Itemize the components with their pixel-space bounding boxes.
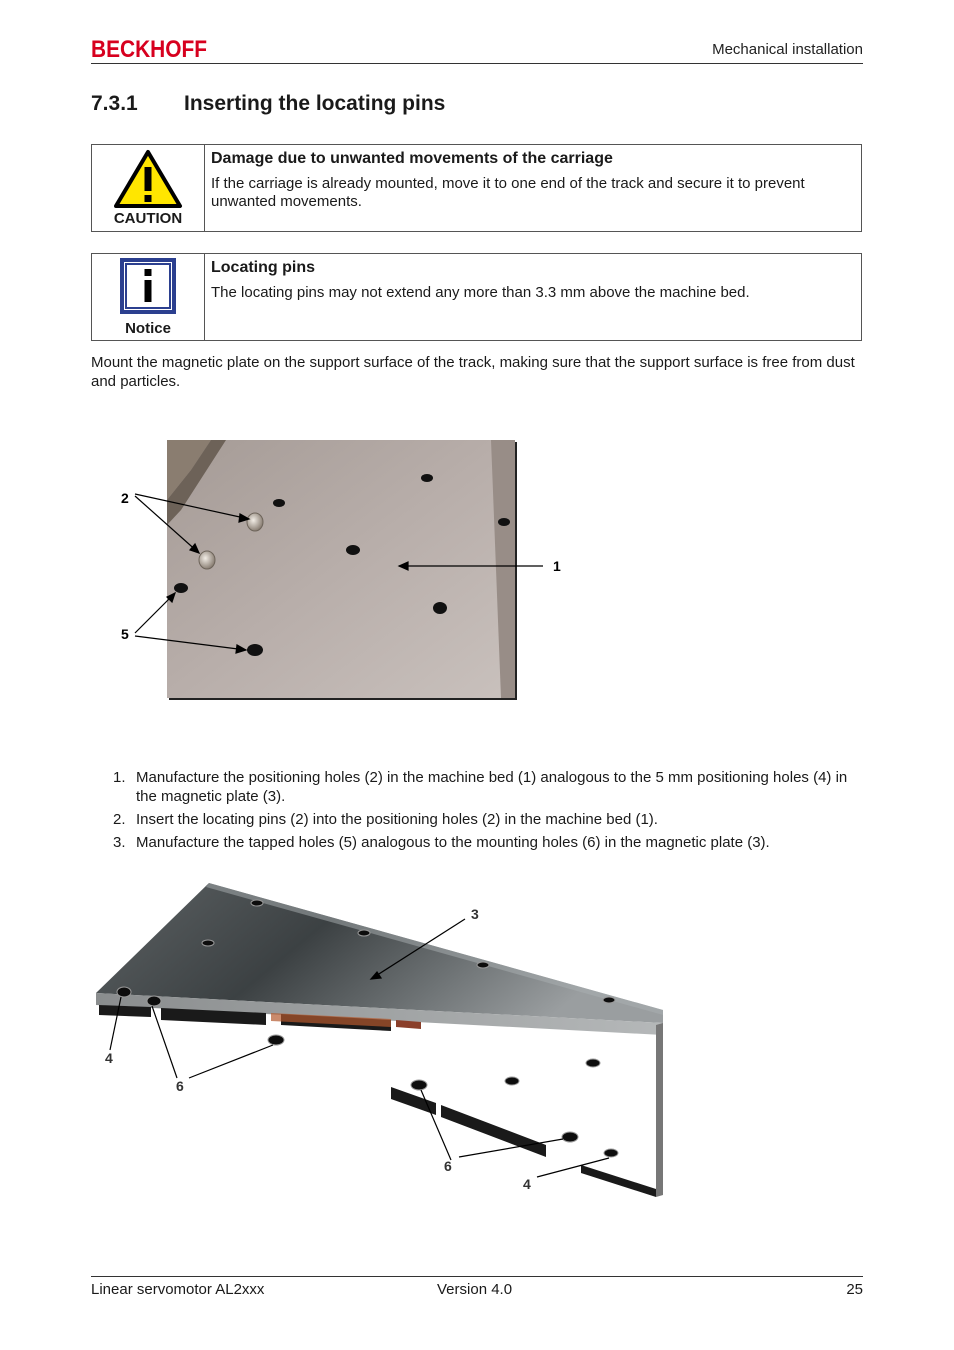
hole xyxy=(268,1035,284,1045)
footer-document-title: Linear servomotor AL2xxx xyxy=(91,1281,265,1298)
footer-version: Version 4.0 xyxy=(437,1281,513,1298)
hole xyxy=(346,545,360,555)
hole xyxy=(147,996,161,1006)
hole xyxy=(117,987,131,997)
hole xyxy=(411,1080,427,1090)
beckhoff-logo xyxy=(91,34,209,62)
page-number: 25 xyxy=(846,1281,863,1298)
locating-pin xyxy=(247,513,263,531)
hole xyxy=(562,1132,578,1142)
info-icon xyxy=(120,258,176,314)
section-title: Inserting the locating pins xyxy=(184,92,446,115)
hole xyxy=(273,499,285,507)
steps-list xyxy=(91,768,863,856)
section-number: 7.3.1 xyxy=(91,92,138,115)
bed-surface xyxy=(167,440,515,698)
figure2-label-3: 3 xyxy=(471,906,479,922)
figure1-label-2: 2 xyxy=(121,490,129,506)
machine-bed-photo xyxy=(91,430,591,715)
caution-box xyxy=(91,144,862,232)
list-item: 3. Manufacture the tapped holes (5) analogous to the mounting holes (6) in the magnetic plate (3). xyxy=(113,834,770,851)
hole xyxy=(174,583,188,593)
figure2-label-6b: 6 xyxy=(444,1158,452,1174)
hole xyxy=(202,940,214,946)
list-item: 2. Insert the locating pins (2) into the positioning holes (2) in the machine bed (1). xyxy=(113,811,658,828)
hole xyxy=(477,962,489,968)
caution-title: Damage due to unwanted movements of the carriage xyxy=(211,150,613,167)
caution-text: If the carriage is already mounted, move it to one end of the track and secure it to prevent unwanted movements. xyxy=(211,175,805,210)
hole xyxy=(603,997,615,1003)
warning-triangle-icon xyxy=(113,149,183,209)
notice-box xyxy=(91,253,862,341)
notice-label: Notice xyxy=(125,320,171,337)
svg-text:BECKHOFF: BECKHOFF xyxy=(91,36,207,63)
footer-divider xyxy=(91,1276,863,1277)
figure2-label-6: 6 xyxy=(176,1078,184,1094)
hole xyxy=(251,900,263,906)
header-divider xyxy=(91,63,863,64)
notice-text: The locating pins may not extend any more than 3.3 mm above the machine bed. xyxy=(211,284,750,301)
hole xyxy=(586,1059,600,1067)
intro-paragraph: Mount the magnetic plate on the support surface of the track, making sure that the support surface is free from dust and particles. xyxy=(91,354,855,390)
list-item: 1. Manufacture the positioning holes (2) in the machine bed (1) analogous to the 5 mm positioning holes (4) in the magnetic plate (3). xyxy=(113,769,848,805)
hole xyxy=(505,1077,519,1085)
magnetic-plate-photo xyxy=(91,875,691,1200)
notice-icon-cell xyxy=(92,254,205,340)
hole xyxy=(358,930,370,936)
header-section-title: Mechanical installation xyxy=(712,41,863,58)
figure1-label-5: 5 xyxy=(121,626,129,642)
notice-title: Locating pins xyxy=(211,259,315,276)
caution-label: CAUTION xyxy=(113,210,183,227)
hole xyxy=(433,602,447,614)
figure2-label-4: 4 xyxy=(105,1050,113,1066)
hole xyxy=(421,474,433,482)
figure1-label-1: 1 xyxy=(553,558,561,574)
hole xyxy=(247,644,263,656)
caution-icon-cell xyxy=(92,145,205,231)
hole xyxy=(604,1149,618,1157)
figure2-label-4b: 4 xyxy=(523,1176,531,1192)
hole xyxy=(498,518,510,526)
locating-pin xyxy=(199,551,215,569)
